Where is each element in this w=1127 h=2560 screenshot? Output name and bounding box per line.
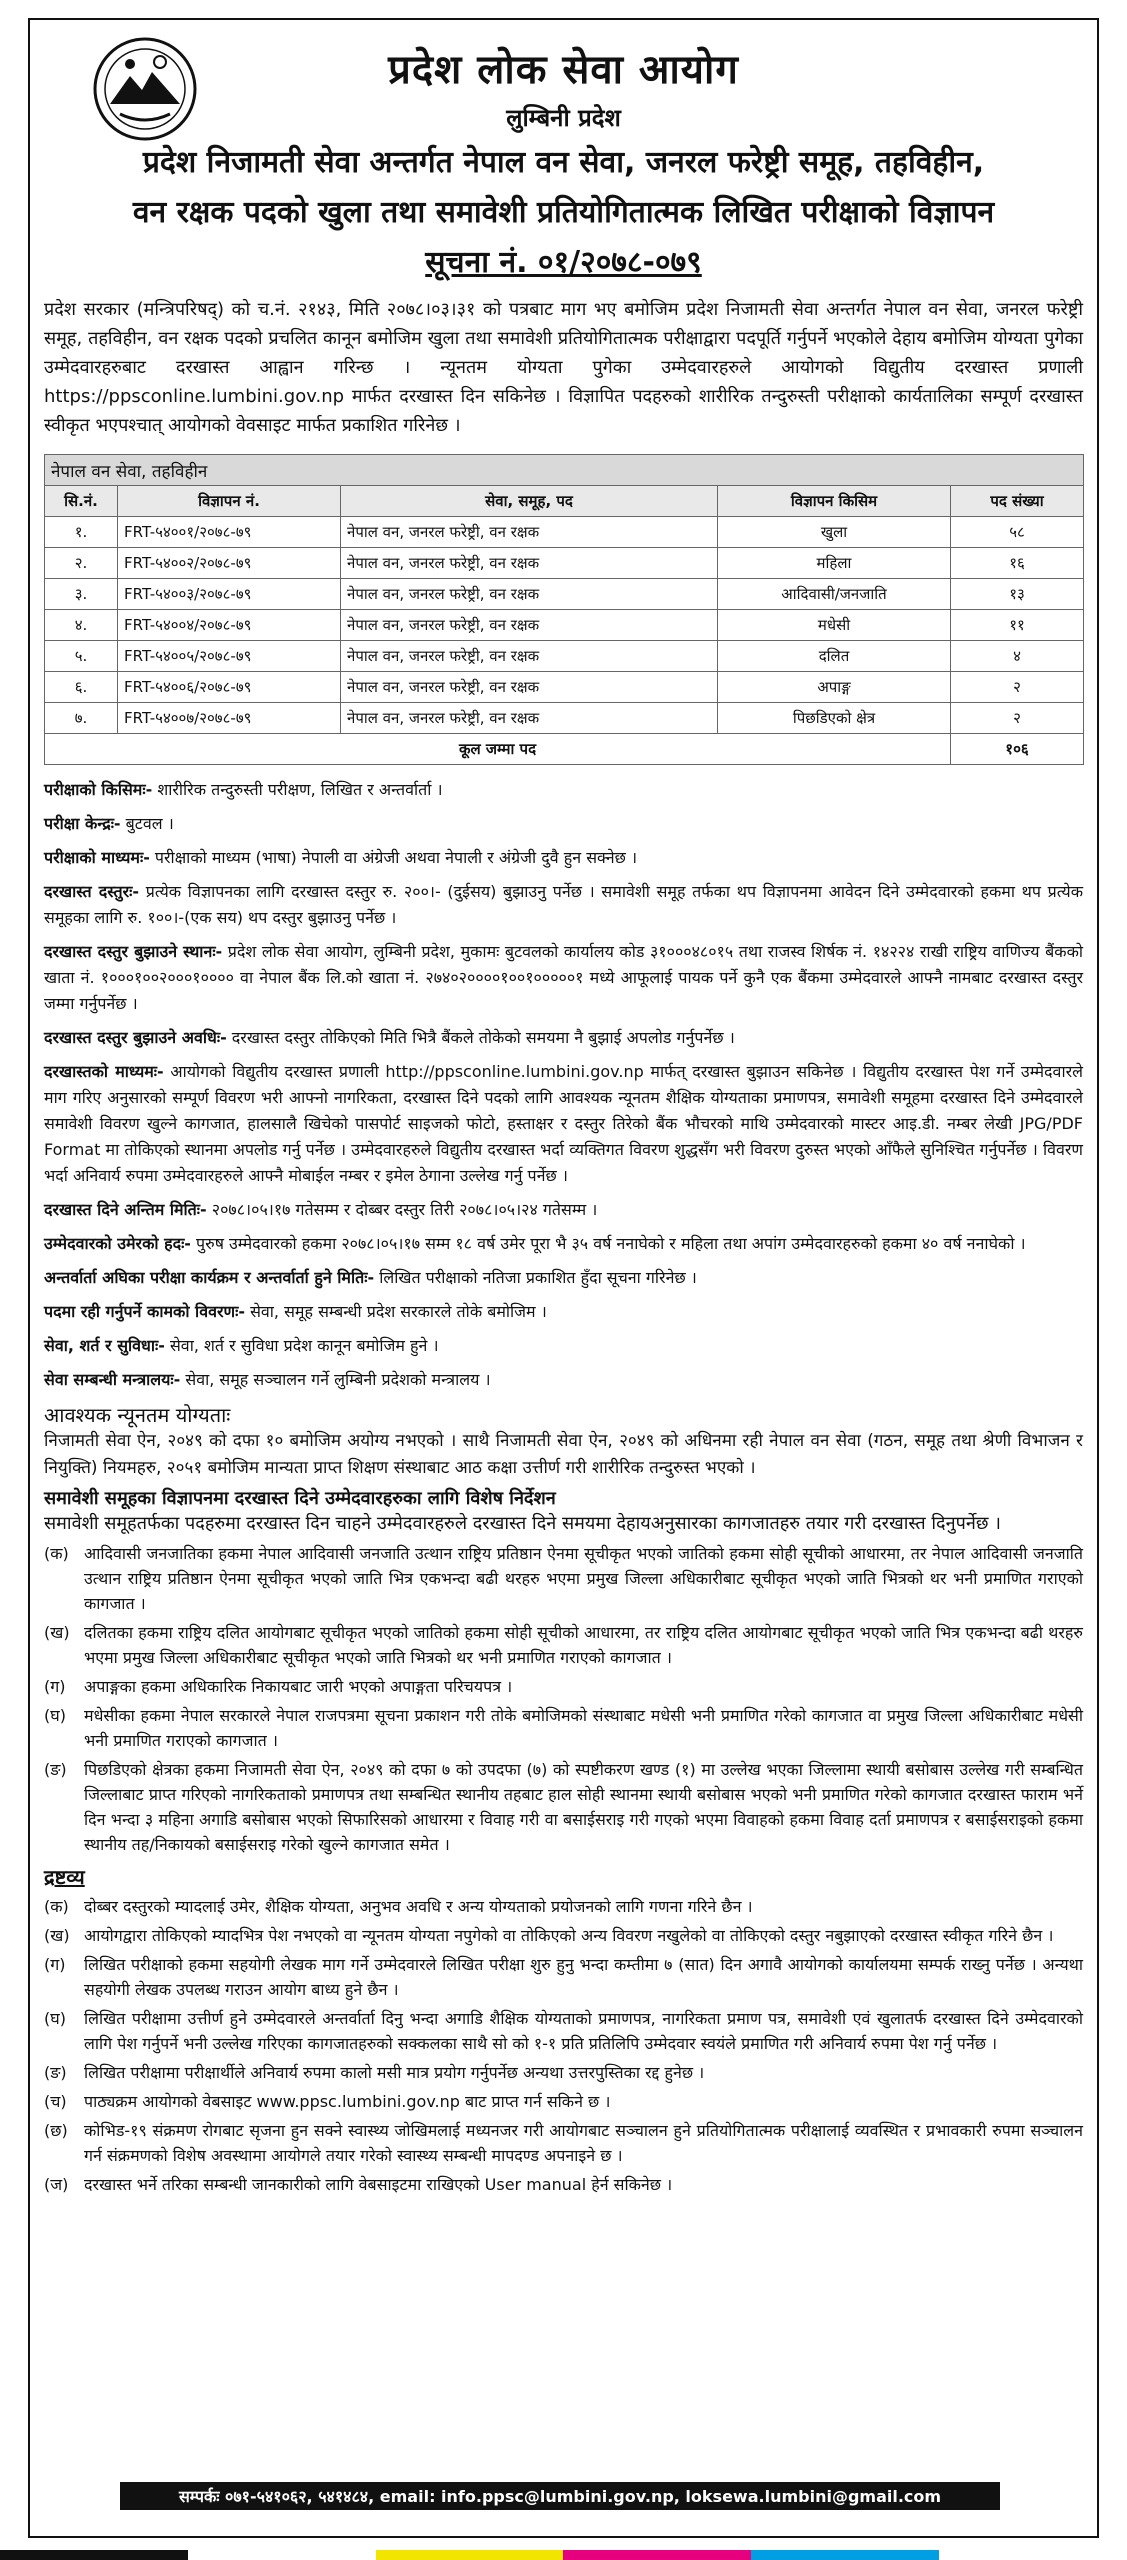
subject-line-1: प्रदेश निजामती सेवा अन्तर्गत नेपाल वन सेवा, जनरल फरेष्ट्री समूह, तहविहीन, [142,145,985,180]
info-item [44,1333,1083,1359]
info-label: पदमा रही गर्नुपर्ने कामको विवरणः- [44,1302,245,1321]
col-header-post: सेवा, समूह, पद [341,486,718,517]
info-text: प्रदेश लोक सेवा आयोग, लुम्बिनी प्रदेश, मुकामः बुटवलको कार्यालय कोड ३१०००४८०१५ तथा राजस्व शिर्षक नं. १४२२४ राखी राष्ट्रिय वाणिज्य बैंकको खाता नं. १०००१००२०००१०००० वा नेपाल बैंक लि.को खाता नं. २७४०२००००१००१०००००१ मध्ये आफूलाई पायक पर्ने कुनै एक बैंकमा उम्मेदवारले आफ्नै नामबाट दरखास्त दस्तुर जम्मा गर्नुपर्नेछ । [44,942,1083,1013]
qualification-heading: आवश्यक न्यूनतम योग्यताः [44,1403,231,1427]
row-post: नेपाल वन, जनरल फरेष्ट्री, वन रक्षक [341,641,718,672]
list-item-text: अपाङ्गका हकमा अधिकारिक निकायबाट जारी भएको अपाङ्गता परिचयपत्र । [84,1677,513,1696]
info-label: परीक्षा केन्द्रः- [44,814,121,833]
info-text: सेवा, शर्त र सुविधा प्रदेश कानून बमोजिम हुने । [164,1336,439,1355]
info-item [44,1231,1083,1257]
list-item-marker: (घ) [44,2009,66,2028]
list-item-marker: (ख) [44,1926,70,1945]
row-sn: ६. [45,672,118,703]
info-item [44,845,1083,871]
row-adv-no: FRT-५४००१/२०७८-७९ [118,517,341,548]
info-item [44,1025,1083,1051]
row-count: २ [951,672,1084,703]
info-text: दरखास्त दस्तुर तोकिएको मिति भित्रै बैंकले तोकेको समयमा नै बुझाई अपलोड गर्नुपर्नेछ । [226,1028,735,1047]
table-row [45,579,1084,610]
notes-list [44,1894,1083,2197]
list-item [44,1674,1083,1699]
info-text: आयोगको विद्युतीय दरखास्त प्रणाली http://ppsconline.lumbini.gov.np मार्फत् दरखास्त बुझाउन सकिनेछ । विद्युतीय दरखास्त पेश गर्ने उम्मेदवारले माग गरिए अनुसारको सम्पूर्ण विवरण भरी आफ्नो नागरिकता, दरखास्त दिने पदको लागि आवश्यक न्यूनतम शैक्षिक योग्यताका प्रमाणपत्र, समावेशी समूहमा दरखास्त दिने उम्मेदवारले समावेशी विवरण खुल्ने कागजात, हालसालै खिचेको पासपोर्ट साइजको फोटो, हस्ताक्षर र दस्तुर तिरेको बैंक भौचरको माथि उम्मेदवारको मास्टर आइ.डी. नम्बर लेखी JPG/PDF Format मा तोकिएको स्थानमा अपलोड गर्नु पर्नेछ । उम्मेदवारहरुले विद्युतीय दरखास्त भर्दा व्यक्तिगत विवरण शुद्धसँग भरी विवरण दुरुस्त भएको आँफैले सुनिश्चित गर्नुपर्नेछ । विवरण भर्दा अनिवार्य रुपमा उम्मेदवारहरुले आफ्नै मोबाईल नम्बर र इमेल ठेगाना उल्लेख गर्नु पर्नेछ । [44,1062,1083,1185]
row-sn: १. [45,517,118,548]
list-item [44,1894,1083,1919]
list-item-marker: (ङ) [44,2063,67,2082]
list-item [44,2060,1083,2085]
info-label: सेवा सम्बन्धी मन्त्रालयः- [44,1370,181,1389]
list-item-marker: (च) [44,2092,67,2111]
row-post: नेपाल वन, जनरल फरेष्ट्री, वन रक्षक [341,672,718,703]
list-item-marker: (क) [44,1544,69,1563]
list-item [44,1620,1083,1670]
row-count: २ [951,703,1084,734]
info-label: दरखास्त दस्तुर बुझाउने स्थानः- [44,942,223,961]
info-text: प्रत्येक विज्ञापनका लागि दरखास्त दस्तुर रु. २००।- (दुईसय) बुझाउनु पर्नेछ । समावेशी समूह तर्फका थप विज्ञापनमा आवेदन दिने उम्मेदवारको हकमा थप प्रत्येक समूहका लागि रु. १००।-(एक सय) थप दस्तुर बुझाउनु पर्नेछ । [44,882,1083,927]
list-item [44,1923,1083,1948]
row-type: खुला [718,517,951,548]
list-item-marker: (घ) [44,1706,66,1725]
row-adv-no: FRT-५४००२/२०७८-७९ [118,548,341,579]
list-item-text: आयोगद्वारा तोकिएको म्यादभित्र पेश नभएको वा न्यूनतम योग्यता नपुगेको वा तोकिएको अन्य विवरण नखुलेको वा तोकिएको दस्तुर नबुझाएको दरखास्त स्वीकृत गरिने छैन । [84,1926,1054,1945]
list-item [44,1703,1083,1753]
info-label: परीक्षाको माध्यमः- [44,848,150,867]
info-label: उम्मेदवारको उमेरको हदः- [44,1234,191,1253]
commission-title: प्रदेश लोक सेवा आयोग [388,47,739,93]
info-text: परीक्षाको माध्यम (भाषा) नेपाली वा अंग्रेजी अथवा नेपाली र अंग्रेजी दुवै हुन सक्नेछ । [149,848,638,867]
print-color-bar [0,2550,1127,2560]
row-post: नेपाल वन, जनरल फरेष्ट्री, वन रक्षक [341,703,718,734]
info-text: बुटवल । [120,814,174,833]
row-count: ५८ [951,517,1084,548]
list-item [44,1952,1083,2002]
row-type: पिछडिएको क्षेत्र [718,703,951,734]
list-item-marker: (ज) [44,2175,69,2194]
list-item-text: पाठ्यक्रम आयोगको वेबसाइट www.ppsc.lumbini.gov.np बाट प्राप्त गर्न सकिने छ । [84,2092,611,2111]
info-label: अन्तर्वार्ता अघिका परीक्षा कार्यक्रम र अन्तर्वार्ता हुने मितिः- [44,1268,375,1287]
info-text: पुरुष उम्मेदवारको हकमा २०७८।०५।१७ सम्म १८ वर्ष उमेर पूरा भै ३५ वर्ष ननाघेको र महिला तथा अपांग उम्मेदवारहरुको हकमा ४० वर्ष ननाघेको । [190,1234,1026,1253]
row-type: दलित [718,641,951,672]
row-sn: ३. [45,579,118,610]
col-header-adv: विज्ञापन नं. [118,486,341,517]
table-row [45,548,1084,579]
info-label: दरखास्त दिने अन्तिम मितिः- [44,1200,207,1219]
row-type: मधेसी [718,610,951,641]
list-item-marker: (ख) [44,1623,70,1642]
row-adv-no: FRT-५४००७/२०७८-७९ [118,703,341,734]
service-name: नेपाल वन सेवा, तहविहीन [45,455,1084,486]
list-item-text: दरखास्त भर्ने तरिका सम्बन्धी जानकारीको लागि वेबसाइटमा राखिएको User manual हेर्न सकिनेछ । [84,2175,673,2194]
row-post: नेपाल वन, जनरल फरेष्ट्री, वन रक्षक [341,548,718,579]
info-item [44,1265,1083,1291]
row-sn: ५. [45,641,118,672]
col-header-type: विज्ञापन किसिम [718,486,951,517]
info-text: लिखित परीक्षाको नतिजा प्रकाशित हुँदा सूचना गरिनेछ । [374,1268,697,1287]
notice-number: सूचना नं. ०१/२०७८-०७९ [425,245,702,280]
info-text: सेवा, समूह सञ्चालन गर्ने लुम्बिनी प्रदेशको मन्त्रालय । [180,1370,491,1389]
province-name: लुम्बिनी प्रदेश [506,104,621,132]
row-count: ११ [951,610,1084,641]
info-text: शारीरिक तन्दुरुस्ती परीक्षण, लिखित र अन्तर्वार्ता । [152,780,443,799]
table-row [45,703,1084,734]
row-count: १६ [951,548,1084,579]
row-count: १३ [951,579,1084,610]
row-sn: ४. [45,610,118,641]
list-item-text: दलितका हकमा राष्ट्रिय दलित आयोगबाट सूचीकृत भएको जातिको हकमा सोही सूचीको आधारमा, तर राष्ट्रिय दलित आयोगबाट सूचीकृत भएको जाति भित्र एकभन्दा बढी थरहरु भएमा प्रमुख जिल्ला अधिकारीबाट सूचीकृत भएको जाति भित्रको थर भनी प्रमाणित गराएको कागजात । [84,1623,1083,1667]
inclusive-intro: समावेशी समूहतर्फका पदहरुमा दरखास्त दिन चाहने उम्मेदवारहरुले दरखास्त दिने समयमा देहायअनुसारका कागजातहरु तयार गरी दरखास्त दिनुपर्नेछ । [44,1513,1001,1534]
vacancy-table [44,454,1084,765]
list-item [44,1541,1083,1616]
total-value: १०६ [951,734,1084,765]
total-label: कूल जम्मा पद [45,734,951,765]
list-item-marker: (ग) [44,1955,66,1974]
notice-page [28,18,1099,2538]
list-item [44,2006,1083,2056]
table-row [45,610,1084,641]
row-adv-no: FRT-५४००५/२०७८-७९ [118,641,341,672]
qualification-text: निजामती सेवा ऐन, २०४९ को दफा १० बमोजिम अयोग्य नभएको । साथै निजामती सेवा ऐन, २०४९ को अधिनमा रही नेपाल वन सेवा (गठन, समूह तथा श्रेणी विभाजन र नियुक्ति) नियमहरु, २०५१ बमोजिम मान्यता प्राप्त शिक्षण संस्थाबाट आठ कक्षा उत्तीर्ण गरी शारीरिक तन्दुरुस्त भएको । [44,1431,1083,1478]
row-type: अपाङ्ग [718,672,951,703]
table-row [45,517,1084,548]
list-item-text: पिछडिएको क्षेत्रका हकमा निजामती सेवा ऐन, २०४९ को दफा ७ को उपदफा (७) को स्पष्टीकरण खण्ड (१) मा उल्लेख भएका जिल्लामा स्थायी बसोबास उल्लेख गरी सम्बन्धित जिल्लाबाट प्राप्त गरिएको नागरिकताको प्रमाणपत्र तथा सम्बन्धित स्थानीय तहबाट हाल सोही स्थानमा स्थायी बसोबास भएको भनी प्रमाणित गरेको कागजात दरखास्त फाराम भर्ने दिन भन्दा ३ महिना अगाडि बसोबास भएको सिफारिसको आधारमा र विवाह गरी वा बसाईसराइ गरी गएको भएमा विवाहको हकमा विवाह दर्ता प्रमाणपत्र र बसाईसराइको हकमा स्थानीय तह/निकायको बसाईसराइ गरेको खुल्ने कागजात समेत । [84,1760,1083,1854]
row-type: महिला [718,548,951,579]
info-label: दरखास्त दस्तुर बुझाउने अवधिः- [44,1028,227,1047]
list-item-text: कोभिड-१९ संक्रमण रोगबाट सृजना हुन सक्ने स्वास्थ्य जोखिमलाई मध्यनजर गरी आयोगबाट सञ्चालन हुने प्रतियोगितात्मक परीक्षालाई व्यवस्थित र प्रभावकारी रुपमा सञ्चालन गर्न संक्रमणको विशेष अवस्थामा आयोगले तयार गरेको स्वास्थ्य सम्बन्धी मापदण्ड अपनाइने छ । [84,2121,1083,2165]
info-item [44,777,1083,803]
list-item [44,2172,1083,2197]
list-item [44,2089,1083,2114]
list-item [44,1757,1083,1857]
info-item [44,1299,1083,1325]
table-row [45,641,1084,672]
row-adv-no: FRT-५४००३/२०७८-७९ [118,579,341,610]
row-adv-no: FRT-५४००६/२०७८-७९ [118,672,341,703]
list-item-marker: (ङ) [44,1760,67,1779]
list-item-text: मधेसीका हकमा नेपाल सरकारले नेपाल राजपत्रमा सूचना प्रकाशन गरी तोके बमोजिमको संस्थाबाट मधेसी भनी प्रमाणित गरेको कागजात वा प्रमुख जिल्ला अधिकारीबाट मधेसी भनी प्रमाणित गराएको कागजात । [84,1706,1083,1750]
list-item-text: लिखित परीक्षामा उत्तीर्ण हुने उम्मेदवारले अन्तर्वार्ता दिनु भन्दा अगाडि शैक्षिक योग्यताको प्रमाणपत्र, नागरिकता प्रमाण पत्र, समावेशी एवं खुलातर्फ दरखास्त दिने उम्मेदवारको लागि पेश गर्नुपर्ने भनी उल्लेख गरिएका कागजातहरुको सक्कलका साथै सो को १-१ प्रति प्रतिलिपि उम्मेदवार स्वयंले प्रमाणित गरी अनिवार्य रुपमा पेश गर्नु पर्नेछ । [84,2009,1083,2053]
list-item [44,2118,1083,2168]
row-count: ४ [951,641,1084,672]
row-post: नेपाल वन, जनरल फरेष्ट्री, वन रक्षक [341,610,718,641]
list-item-text: लिखित परीक्षामा परीक्षार्थीले अनिवार्य रुपमा कालो मसी मात्र प्रयोग गर्नुपर्नेछ अन्यथा उत्तरपुस्तिका रद्द हुनेछ । [84,2063,705,2082]
contact-bar: सम्पर्कः ०७१-५४१०६२, ५४१४८४, email: info.ppsc@lumbini.gov.np, loksewa.lumbini@gmail.com [120,2482,1000,2510]
col-header-count: पद संख्या [951,486,1084,517]
list-item-marker: (क) [44,1897,69,1916]
row-sn: ७. [45,703,118,734]
row-sn: २. [45,548,118,579]
info-label: दरखास्त दस्तुरः- [44,882,140,901]
info-item [44,939,1083,1017]
row-post: नेपाल वन, जनरल फरेष्ट्री, वन रक्षक [341,517,718,548]
intro-paragraph: प्रदेश सरकार (मन्त्रिपरिषद्) को च.नं. २१४३, मिति २०७८।०३।३१ को पत्रबाट माग भए बमोजिम प्रदेश निजामती सेवा अन्तर्गत नेपाल वन सेवा, जनरल फरेष्ट्री समूह, तहविहीन, वन रक्षक पदको प्रचलित कानून बमोजिम खुला तथा समावेशी प्रतियोगितात्मक परीक्षाद्वारा पदपूर्ति गर्नुपर्ने भएकोले देहाय बमोजिम योग्यता पुगेका उम्मेदवारहरुबाट दरखास्त आह्वान गरिन्छ । न्यूनतम योग्यता पुगेका उम्मेदवारहरुले आयोगको विद्युतीय दरखास्त प्रणाली https://ppsconline.lumbini.gov.np मार्फत दरखास्त दिन सकिनेछ । विज्ञापित पदहरुको शारीरिक तन्दुरुस्ती परीक्षाको कार्यतालिका सम्पूर्ण दरखास्त स्वीकृत भएपश्चात् आयोगको वेवसाइट मार्फत प्रकाशित गरिनेछ । [44,299,1083,436]
info-item [44,1367,1083,1393]
list-item-marker: (ग) [44,1677,66,1696]
info-label: परीक्षाको किसिमः- [44,780,153,799]
inclusive-heading: समावेशी समूहका विज्ञापनमा दरखास्त दिने उम्मेदवारहरुका लागि विशेष निर्देशन [44,1488,556,1509]
row-type: आदिवासी/जनजाति [718,579,951,610]
total-row [45,734,1084,765]
list-item-text: लिखित परीक्षाको हकमा सहयोगी लेखक माग गर्ने उम्मेदवारले लिखित परीक्षा शुरु हुनु भन्दा कम्तीमा ७ (सात) दिन अगावै आयोगको कार्यालयमा सम्पर्क राख्नु पर्नेछ । अन्यथा सहयोगी लेखक उपलब्ध गराउन आयोग बाध्य हुने छैन । [84,1955,1083,1999]
info-text: सेवा, समूह सम्बन्धी प्रदेश सरकारले तोके बमोजिम । [244,1302,547,1321]
info-item [44,811,1083,837]
info-item [44,1197,1083,1223]
info-item [44,1059,1083,1189]
list-item-text: दोब्बर दस्तुरको म्यादलाई उमेर, शैक्षिक योग्यता, अनुभव अवधि र अन्य योग्यताको प्रयोजनको लागि गणना गरिने छैन । [84,1897,753,1916]
info-label: दरखास्तको माध्यमः- [44,1062,164,1081]
table-row [45,672,1084,703]
info-label: सेवा, शर्त र सुविधाः- [44,1336,165,1355]
info-text: २०७८।०५।१७ गतेसम्म र दोब्बर दस्तुर तिरी २०७८।०५।२४ गतेसम्म । [206,1200,598,1219]
row-post: नेपाल वन, जनरल फरेष्ट्री, वन रक्षक [341,579,718,610]
notes-heading: द्रष्टव्य [44,1865,85,1889]
subject-line-2: वन रक्षक पदको खुला तथा समावेशी प्रतियोगितात्मक लिखित परीक्षाको विज्ञापन [132,195,995,230]
info-item [44,879,1083,931]
list-item-marker: (छ) [44,2121,68,2140]
col-header-sn: सि.नं. [45,486,118,517]
row-adv-no: FRT-५४००४/२०७८-७९ [118,610,341,641]
exam-info [44,777,1083,1393]
inclusive-list [44,1541,1083,1857]
list-item-text: आदिवासी जनजातिका हकमा नेपाल आदिवासी जनजाति उत्थान राष्ट्रिय प्रतिष्ठान ऐनमा सूचीकृत भएको जातिको हकमा सोही सूचीको आधारमा, तर नेपाल आदिवासी जनजाति उत्थान राष्ट्रिय प्रतिष्ठान ऐनमा सूचीकृत भएको जाति भित्र एकभन्दा बढी थरहरु भएमा प्रमुख जिल्ला अधिकारीबाट सूचीकृत भएको जाति भित्रको थर भनी प्रमाणित गराएको कागजात । [84,1544,1084,1613]
nepal-emblem-icon [90,34,200,144]
